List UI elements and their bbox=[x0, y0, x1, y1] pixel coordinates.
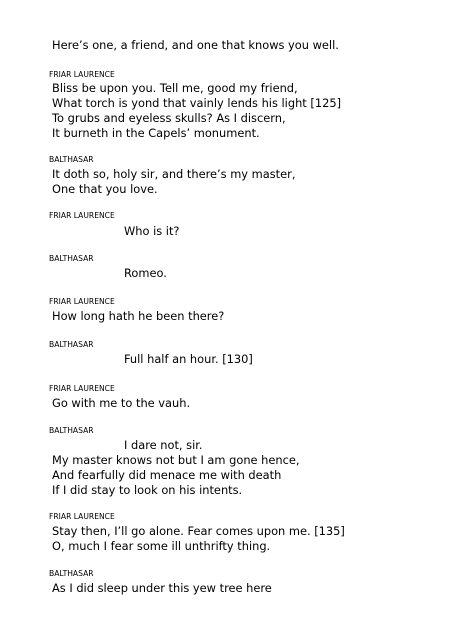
dialogue-line: Romeo. bbox=[124, 266, 167, 280]
dialogue-line: Full half an hour. [130] bbox=[124, 352, 253, 366]
dialogue-line: It burneth in the Capels’ monument. bbox=[52, 126, 260, 140]
speaker-name: BALTHASAR bbox=[49, 569, 94, 578]
dialogue-line: It doth so, holy sir, and there’s my master, bbox=[52, 167, 296, 181]
dialogue-line: To grubs and eyeless skulls? As I discern, bbox=[52, 111, 286, 125]
dialogue-line: O, much I fear some ill unthrifty thing. bbox=[52, 539, 271, 553]
speaker-name: FRIAR LAURENCE bbox=[49, 384, 115, 393]
dialogue-line: I dare not, sir. bbox=[124, 438, 203, 452]
speaker-name: FRIAR LAURENCE bbox=[49, 211, 115, 220]
dialogue-line: One that you love. bbox=[52, 182, 158, 196]
dialogue-line: Here’s one, a friend, and one that knows you well. bbox=[52, 38, 339, 52]
dialogue-line: And fearfully did menace me with death bbox=[52, 468, 282, 482]
speaker-name: FRIAR LAURENCE bbox=[49, 70, 115, 79]
dialogue-line: Go with me to the vauh. bbox=[52, 396, 191, 410]
dialogue-line: Stay then, I’ll go alone. Fear comes upon me. [135] bbox=[52, 524, 345, 538]
dialogue-line: My master knows not but I am gone hence, bbox=[52, 453, 300, 467]
speaker-name: BALTHASAR bbox=[49, 254, 94, 263]
speaker-name: FRIAR LAURENCE bbox=[49, 297, 115, 306]
dialogue-line: How long hath he been there? bbox=[52, 309, 225, 323]
speaker-name: BALTHASAR bbox=[49, 340, 94, 349]
dialogue-line: As I did sleep under this yew tree here bbox=[52, 581, 272, 595]
dialogue-line: Who is it? bbox=[124, 224, 180, 238]
dialogue-line: What torch is yond that vainly lends his light [125] bbox=[52, 96, 342, 110]
speaker-name: FRIAR LAURENCE bbox=[49, 512, 115, 521]
speaker-name: BALTHASAR bbox=[49, 155, 94, 164]
dialogue-line: If I did stay to look on his intents. bbox=[52, 483, 243, 497]
speaker-name: BALTHASAR bbox=[49, 426, 94, 435]
dialogue-line: Bliss be upon you. Tell me, good my friend, bbox=[52, 81, 298, 95]
